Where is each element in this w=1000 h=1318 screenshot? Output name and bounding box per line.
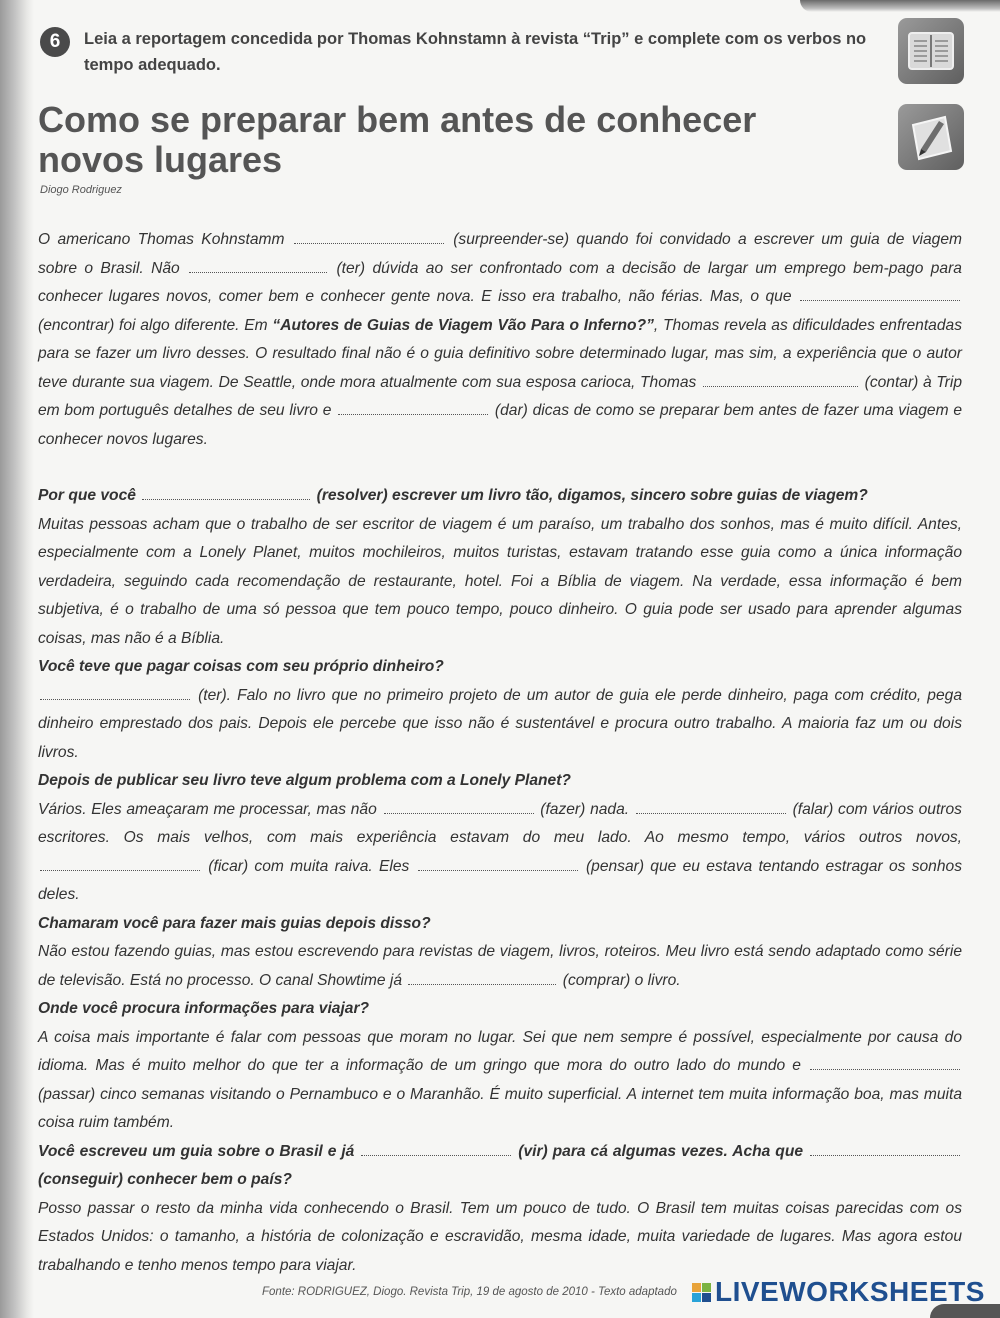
- answer-blank[interactable]: [810, 1138, 960, 1156]
- question-5: Onde você procura informações para viajar?: [38, 1000, 370, 1017]
- question-4: Chamaram você para fazer mais guias depois disso?: [38, 914, 431, 932]
- logo-cube: [692, 1293, 701, 1302]
- answer-text: (ter). Falo no livro que no primeiro projeto de um autor de guia ele perde dinheiro, paga com crédito, pega dinheiro emprestado dos pais. Depois ele percebe que isso não é sustentável e procura outro trabalho. A maioria faz um ou dois livros.: [38, 686, 962, 761]
- answer-blank[interactable]: [703, 369, 858, 387]
- page-corner-top: [800, 0, 1000, 12]
- intro-text: (dar) dicas de como se preparar bem antes de fazer uma viagem e conhecer novos lugares.: [38, 402, 962, 448]
- answer-blank[interactable]: [361, 1138, 511, 1156]
- answer-text: A coisa mais importante é falar com pessoas que moram no lugar. Sei que nem sempre é possível, especialmente por causa do idioma. Mas é muito melhor do que ter a informação de um gringo que mora do outro lado do mundo e: [38, 1028, 962, 1074]
- answer-text: Não estou fazendo guias, mas estou escrevendo para revistas de viagem, livros, roteiros. Meu livro está sendo adaptado como série de televisão. Está no processo. O canal Showtime já: [38, 943, 962, 989]
- question-text: (conseguir) conhecer bem o país?: [38, 1171, 292, 1188]
- question-text: (resolver) escrever um livro tão, digamos, sincero sobre guias de viagem?: [316, 487, 868, 504]
- exercise-number: 6: [40, 27, 70, 57]
- answer-3: [38, 796, 962, 910]
- answer-blank[interactable]: [338, 397, 488, 415]
- question-3: Depois de publicar seu livro teve algum problema com a Lonely Planet?: [38, 772, 571, 789]
- question-text: Por que você: [38, 487, 136, 504]
- question-text: Você escreveu um guia sobre o Brasil e já: [38, 1142, 355, 1160]
- answer-blank[interactable]: [40, 853, 200, 871]
- answer-2: [38, 682, 962, 768]
- article-author: Diogo Rodriguez: [40, 184, 122, 196]
- answer-text: (falar) com vários outros escritores. Os mais velhos, com mais experiência estavam do meu lado. Ao mesmo tempo, vários outros novos,: [38, 800, 962, 846]
- intro-text: (encontrar) foi algo diferente. Em: [38, 316, 268, 334]
- book-title: “Autores de Guias de Viagem Vão Para o Inferno?”: [272, 316, 654, 334]
- page-spine-shadow: [0, 0, 34, 1318]
- exercise-header: [40, 26, 890, 78]
- intro-text: O americano Thomas Kohnstamm: [38, 231, 285, 248]
- question-1: [38, 482, 962, 511]
- logo-text: LIVEWORKSHEETS: [715, 1276, 985, 1307]
- answer-text: (fazer) nada.: [540, 800, 630, 818]
- answer-text: Vários. Eles ameaçaram me processar, mas não: [38, 800, 377, 818]
- exercise-instruction: Leia a reportagem concedida por Thomas Kohnstamn à revista “Trip” e complete com os verbos no tempo adequado.: [84, 30, 867, 74]
- answer-1: Muitas pessoas acham que o trabalho de ser escritor de viagem é um paraíso, um trabalho dos sonhos, mas é muito difícil. Antes, especialmente com a Lonely Planet, muitos mochileiros, muitos turistas, estavam tratando esse guia como a única informação verdadeira, seguindo cada recomendação de restaurante, hotel. Foi a Bíblia de viagem. Na verdade, essa informação é bem subjetiva, é o trabalho de uma só pessoa que tem pouco tempo, pouco dinheiro. O guia pode ser usado para aprender algumas coisas, mas não é a Bíblia.: [38, 515, 962, 647]
- answer-blank[interactable]: [810, 1052, 960, 1070]
- question-2: Você teve que pagar coisas com seu próprio dinheiro?: [38, 658, 444, 675]
- logo-cube: [702, 1283, 711, 1292]
- logo-cube: [702, 1293, 711, 1302]
- question-text: (vir) para cá algumas vezes. Acha que: [518, 1142, 804, 1160]
- intro-text: (ter) dúvida ao ser confrontado com a decisão de largar um emprego bem-pago para conhecer lugares novos, comer bem e conhecer gente nova. E isso era trabalho, não férias. Mas, o que: [38, 259, 962, 305]
- book-icon: [898, 18, 964, 84]
- answer-5: [38, 1024, 962, 1138]
- source-citation: Fonte: RODRIGUEZ, Diogo. Revista Trip, 19 de agosto de 2010 - Texto adaptado: [262, 1286, 677, 1298]
- answer-blank[interactable]: [384, 796, 534, 814]
- answer-text: (passar) cinco semanas visitando o Pernambuco e o Maranhão. É muito superficial. A internet tem muita informação boa, mas muita coisa ruim também.: [38, 1085, 962, 1131]
- answer-blank[interactable]: [189, 255, 327, 273]
- answer-6: Posso passar o resto da minha vida conhecendo o Brasil. Tem um pouco de tudo. O Brasil tem muitas coisas parecidas com os Estados Unidos: o tamanho, a história de colonização e escravidão, mesma idade, muita variedade de lugares. Mas agora estou trabalhando e tenho menos tempo para viajar.: [38, 1199, 962, 1274]
- answer-blank[interactable]: [142, 482, 310, 500]
- intro-text: (contar) à Trip em bom português detalhes de seu livro e: [38, 373, 962, 419]
- pencil-paper-icon: [898, 104, 964, 170]
- answer-text: (comprar) o livro.: [562, 971, 681, 989]
- answer-text: (ficar) com muita raiva. Eles: [208, 857, 410, 875]
- answer-text: (pensar) que eu estava tentando estragar os sonhos deles.: [38, 857, 962, 903]
- answer-blank[interactable]: [418, 853, 578, 871]
- answer-blank[interactable]: [800, 283, 960, 301]
- liveworksheets-logo: [692, 1276, 985, 1308]
- answer-blank[interactable]: [636, 796, 786, 814]
- question-6: [38, 1138, 962, 1195]
- logo-cube: [692, 1283, 701, 1292]
- intro-text: , Thomas revela as dificuldades enfrentadas para se fazer um livro desses. O resultado final não é o guia definitivo sobre determinado lugar, mas sim, a experiência que o autor teve durante sua viagem. De Seattle, onde mora atualmente com sua esposa carioca, Thomas: [38, 316, 963, 391]
- logo-cubes-icon: [692, 1283, 711, 1302]
- answer-blank[interactable]: [408, 967, 556, 985]
- answer-4: [38, 938, 962, 995]
- intro-text: (surpreender-se) quando foi convidado a escrever um guia de viagem sobre o Brasil. Não: [38, 231, 962, 277]
- answer-blank[interactable]: [40, 682, 190, 700]
- intro-paragraph: [38, 226, 962, 454]
- answer-blank[interactable]: [294, 226, 444, 244]
- article-title: Como se preparar bem antes de conhecer novos lugares: [38, 99, 757, 180]
- article-body: [38, 226, 962, 1280]
